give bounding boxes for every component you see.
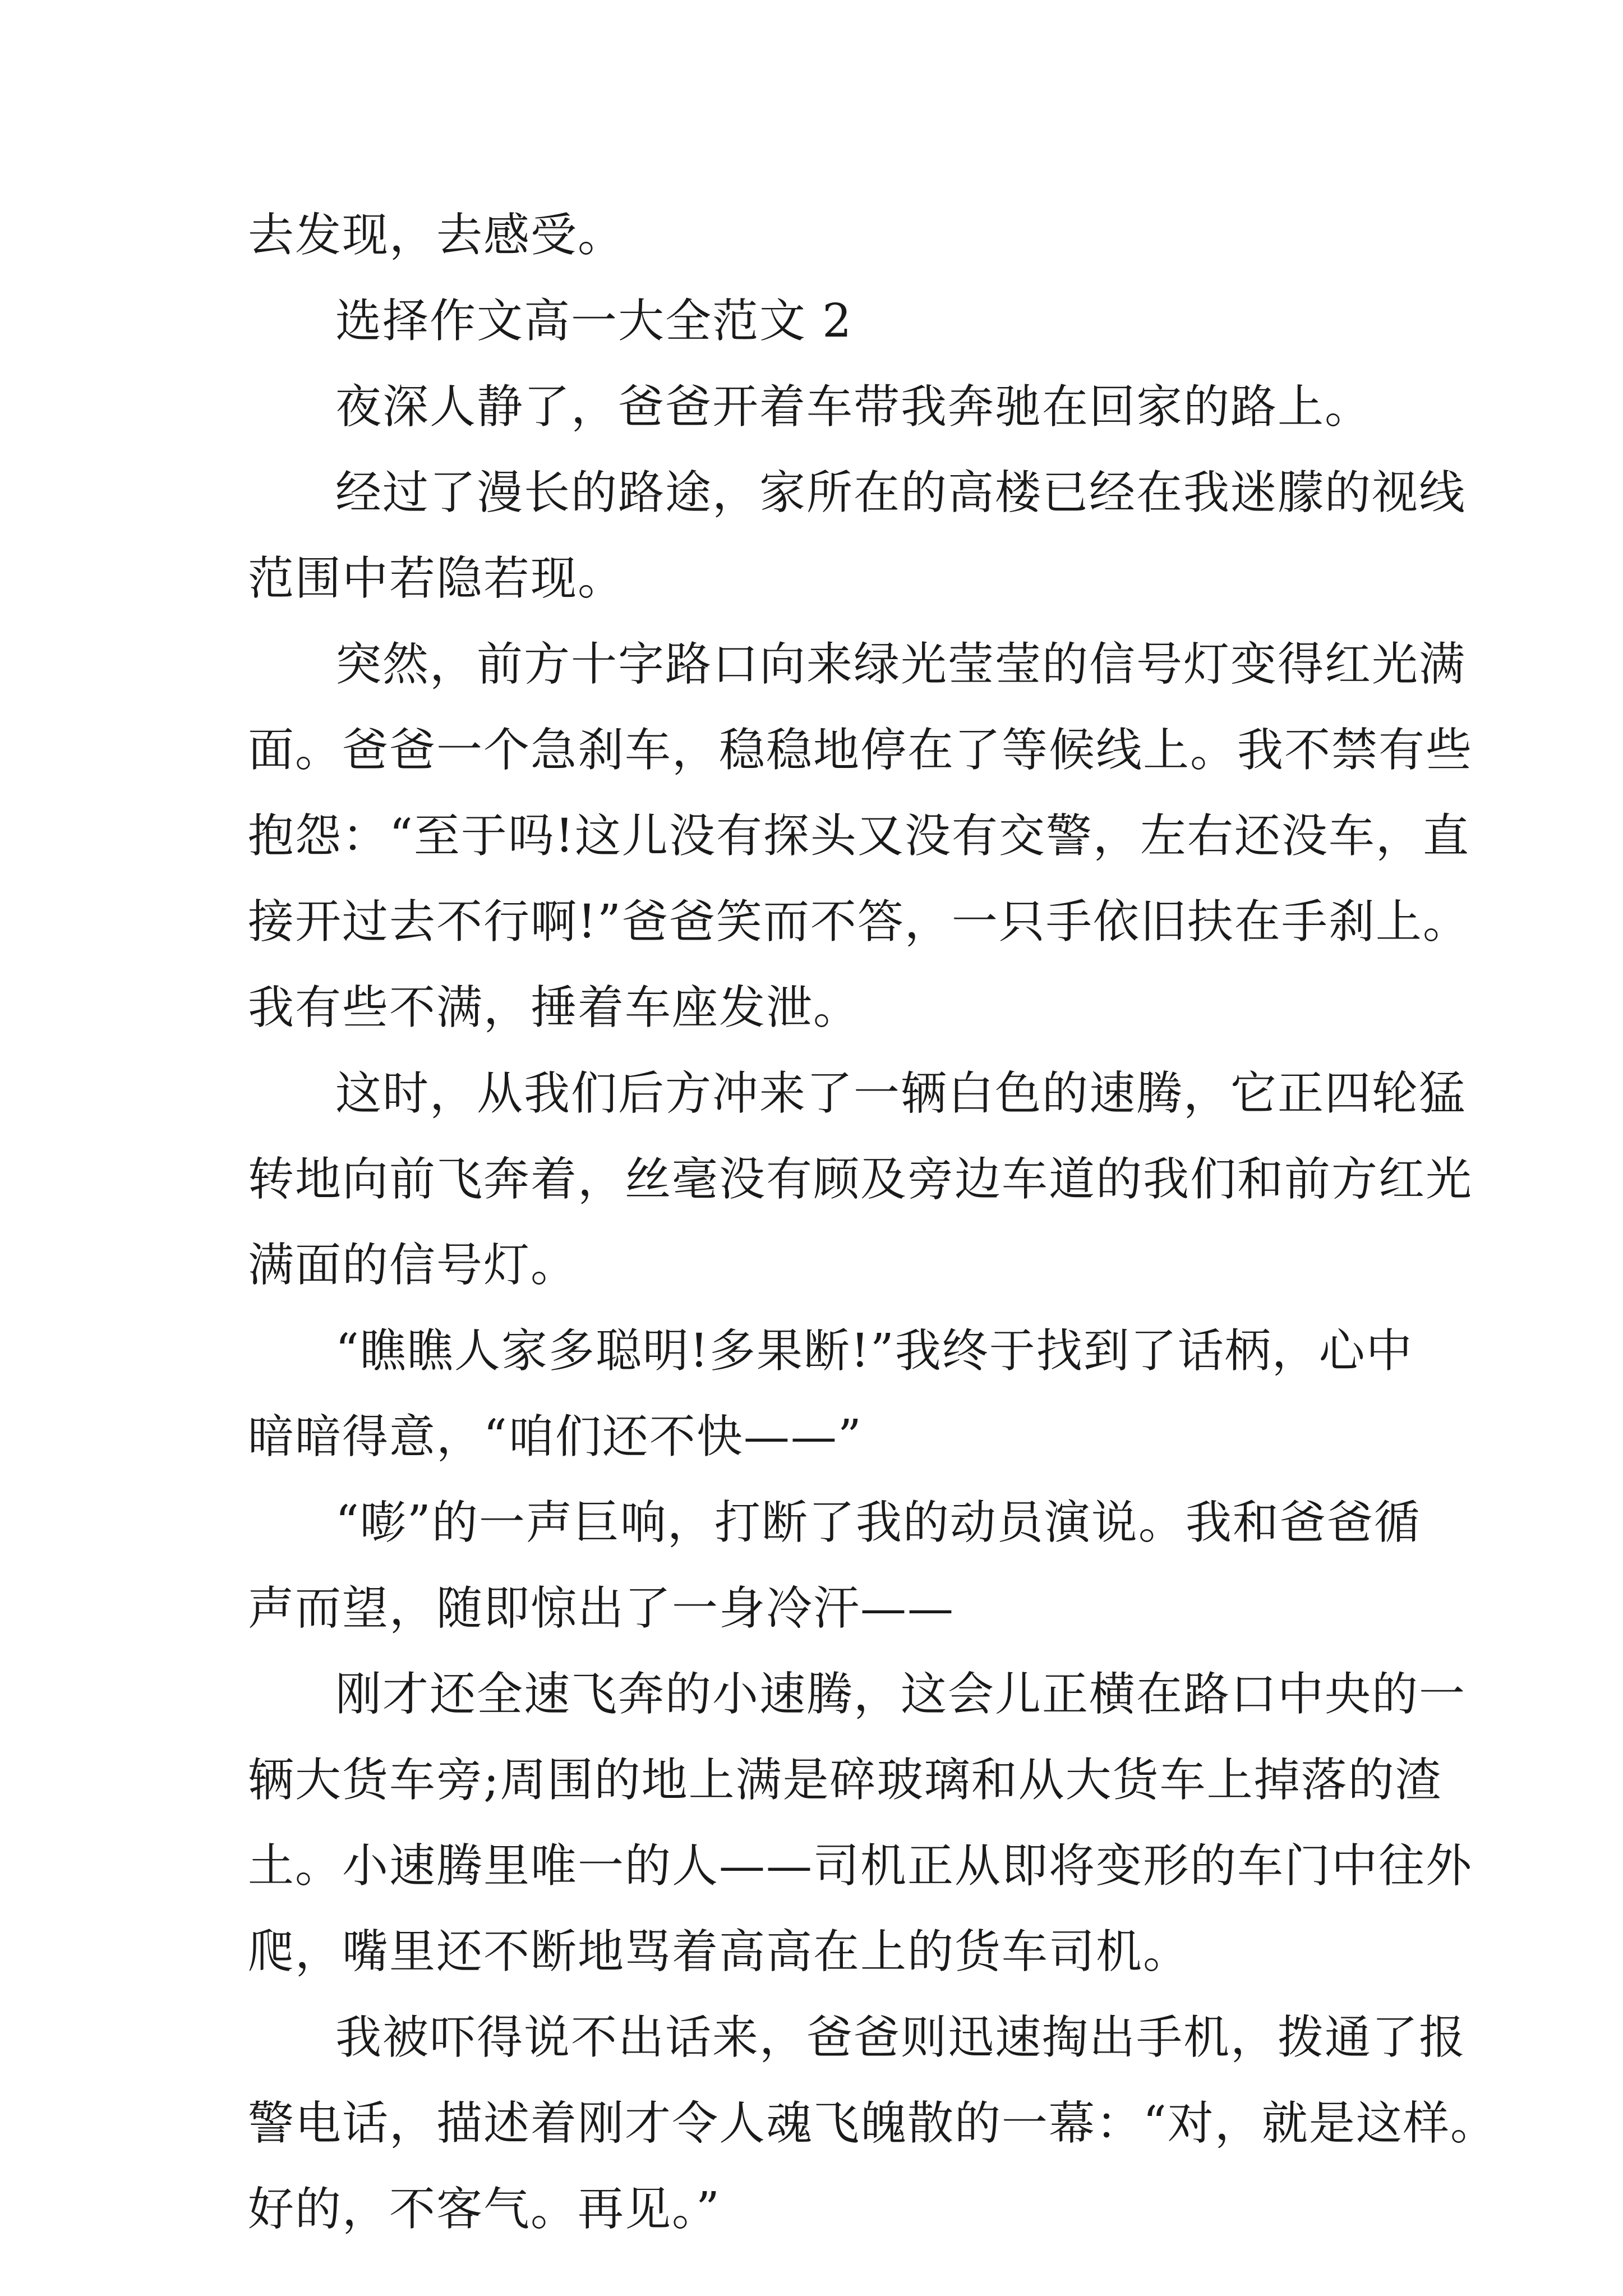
text-line: 爬，嘴里还不断地骂着高高在上的货车司机。 [248, 1925, 1191, 1978]
text-line: 范围中若隐若现。 [248, 552, 625, 605]
text-line: 土。小速腾里唯一的人——司机正从即将变形的车门中往外 [248, 1839, 1473, 1893]
text-line: 警电话，描述着刚才令人魂飞魄散的一幕：“对，就是这样。 [248, 2097, 1497, 2150]
text-line: 这时，从我们后方冲来了一辆白色的速腾，它正四轮猛 [335, 1067, 1467, 1120]
text-line: 暗暗得意，“咱们还不快——” [248, 1410, 863, 1464]
text-line: 经过了漫长的路途，家所在的高楼已经在我迷朦的视线 [335, 466, 1467, 519]
text-line: 去发现，去感受。 [248, 209, 625, 262]
text-line: 辆大货车旁;周围的地上满是碎玻璃和从大货车上掉落的渣 [248, 1754, 1442, 1807]
section-title: 选择作文高一大全范文 2 [335, 295, 853, 348]
text-line: 声而望，随即惊出了一身冷汗—— [248, 1582, 955, 1635]
text-line: 突然，前方十字路口向来绿光莹莹的信号灯变得红光满 [335, 638, 1467, 691]
text-line: 刚才还全速飞奔的小速腾，这会儿正横在路口中央的一 [335, 1668, 1467, 1721]
text-line: “瞧瞧人家多聪明!多果断!”我终于找到了话柄，心中 [335, 1324, 1413, 1378]
text-line: 好的，不客气。再见。” [248, 2183, 721, 2236]
text-line: 我有些不满，捶着车座发泄。 [248, 981, 861, 1034]
text-line: 抱怨：“至于吗!这儿没有探头又没有交警，左右还没车，直 [248, 809, 1470, 863]
text-line: 夜深人静了，爸爸开着车带我奔驰在回家的路上。 [335, 380, 1372, 434]
text-line: 接开过去不行啊!”爸爸笑而不答，一只手依旧扶在手刹上。 [248, 895, 1470, 949]
text-line: “嘭”的一声巨响，打断了我的动员演说。我和爸爸循 [335, 1496, 1421, 1549]
text-line: 我被吓得说不出话来，爸爸则迅速掏出手机，拨通了报 [335, 2011, 1467, 2064]
text-line: 面。爸爸一个急刹车，稳稳地停在了等候线上。我不禁有些 [248, 724, 1473, 777]
text-line: 满面的信号灯。 [248, 1239, 578, 1292]
text-line: 转地向前飞奔着，丝毫没有顾及旁边车道的我们和前方红光 [248, 1153, 1473, 1206]
